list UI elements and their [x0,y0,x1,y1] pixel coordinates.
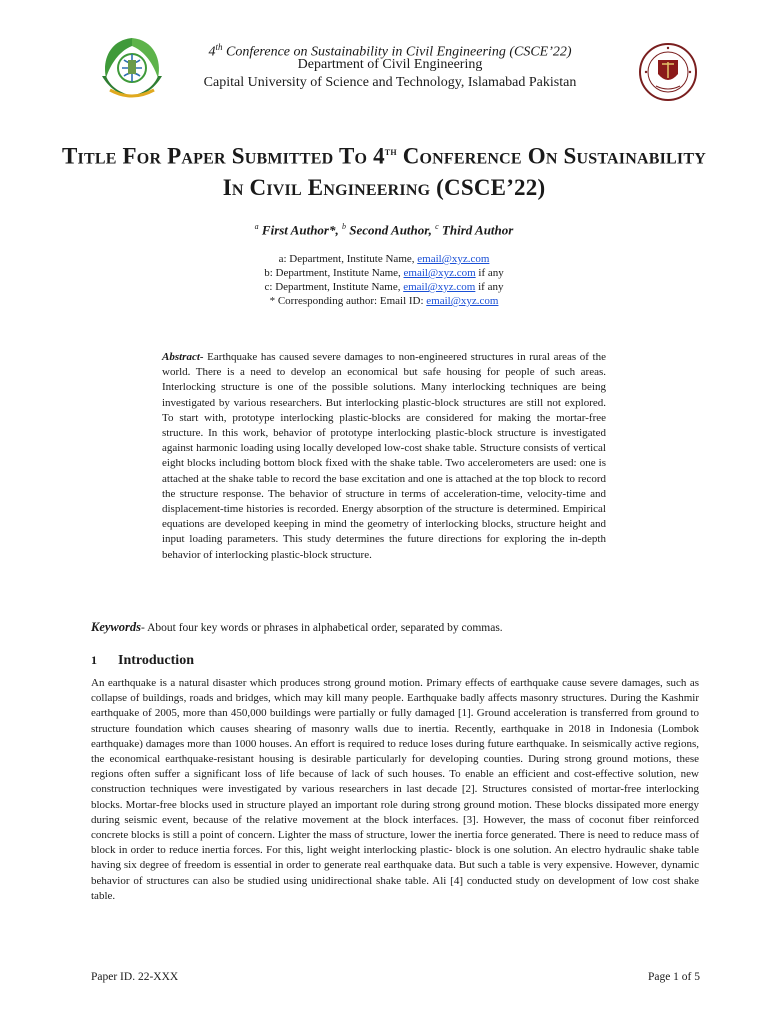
author-list: $^a$ First Author*, $^b$ Second Author, $^c$ Third Author [254,222,514,238]
paper-id: Paper ID. 22-XXX [91,971,179,983]
affiliation-a: a: Department, Institute Name, email@xyz.com [278,253,490,265]
abstract-text: Earthquake has caused severe damages to non-engineered structures in rural areas of the world. There is a need to develop an economical but safe housing for people of such areas. Interlocking structure is one of the possible solutions. Many interlocking techniques are being investigated by various researchers. But interlocking plastic-block structures are still not explored. To start with, prototype interlocking plastic-blocks are considered for making the mortar-free structure. In this work, behavior of prototype interlocking plastic-block structure is investigated against harmonic loading using locally developed low-cost shake table. Structure consists of vertical eight blocks including bottom block fixed with the shake table. Two accelerometers are used: one is attached at the shake table to record the base excitation and one is attached at the top block to record the structure response. The behavior of structure in terms of acceleration-time, velocity-time and displacement-time histories is recorded. Energy absorption of the structure is determined. Empirical equations are developed keeping in mind the geometry of interlocking blocks, structure height and input loading parameters. This study determines the future directions for exploring the in-depth behavior of interlocking plastic-block structure. [162,351,606,561]
abstract [162,350,606,563]
paper-title: Title For Paper Submitted To 4th Conference On Sustainability In Civil Engineering (CSCE’22) [62,143,706,200]
section-title: Introduction [118,653,194,668]
corresponding-author: * Corresponding author: Email ID: email@xyz.com [269,295,499,307]
third-author: Third Author [441,222,514,238]
first-author: First Author*, [261,222,339,238]
university-seal-icon [638,42,698,102]
keywords-label: Keywords [91,620,141,634]
page-number: Page 1 of 5 [647,971,700,983]
email-link[interactable]: email@xyz.com [417,253,490,265]
introduction-body: An earthquake is a natural disaster which produces strong ground motion. Primary effects of earthquake cause severe damages, such as collapse of buildings, roads and bridges, which may kill many people. Earthquake badly affects masonry structures. During the Kashmir earthquake of 2005, more than 450,000 buildings were partially or fully damaged [1]. Ground acceleration is transferred from ground to structure foundation which causes shearing of masonry walls due to inertia. Recently, earthquake in 2018 in Indonesia (Lombok earthquake) damages more than 1000 houses. An effort is required to reduce loses during future earthquake. In seismically active regions, the economical earthquake-resistant housing is desirable particularly for developing counties. During strong ground motions, these regions often suffer a significant loss of life because of lack of such houses. To enable an efficient and cost-effective solution, new construction techniques were investigated by various researchers in last decade [2]. Structures consisted of mortar-free interlocking blocks. Mortar-free blocks used in structure played an important role during strong ground motion. These blocks dissipated more energy during seismic event, because of the relative movement at the block interfaces. [3]. However, the mass of coconut fiber reinforced concrete blocks is still a point of concern. Lighter the mass of structure, lower the inertia force generated. There is need to reduce mass of block in order to reduce inertia forces. For this, light weight interlocking plastic- block is one solution. An electro hydraulic shake table having six degree of freedom is essential in order to generate real earthquake data. But such a table is very expensive. However, dynamic behavior of structures can also be studied using unidirectional shake table. Ali [4] conducted study on development of low cost shake table. [91,677,699,902]
conference-name: 4th Conference on Sustainability in Civil Engineering (CSCE’22) [208,42,572,60]
keywords-text: - About four key words or phrases in alphabetical order, separated by commas. [141,622,503,634]
section-number: 1 [91,653,97,667]
affiliation-c: c: Department, Institute Name, email@xyz.com if any [264,281,504,293]
email-link[interactable]: email@xyz.com [403,281,476,293]
university-name: Capital University of Science and Technology, Islamabad Pakistan [203,75,577,90]
email-link[interactable]: email@xyz.com [403,267,476,279]
section-heading [91,653,194,669]
keywords [91,620,711,635]
conference-logo-icon [92,30,172,102]
second-author: Second Author, [349,222,432,238]
abstract-label: Abstract- [162,351,204,363]
department-name: Department of Civil Engineering [297,57,483,72]
email-link[interactable]: email@xyz.com [426,295,499,307]
affiliation-b: b: Department, Institute Name, email@xyz.com if any [264,267,504,279]
